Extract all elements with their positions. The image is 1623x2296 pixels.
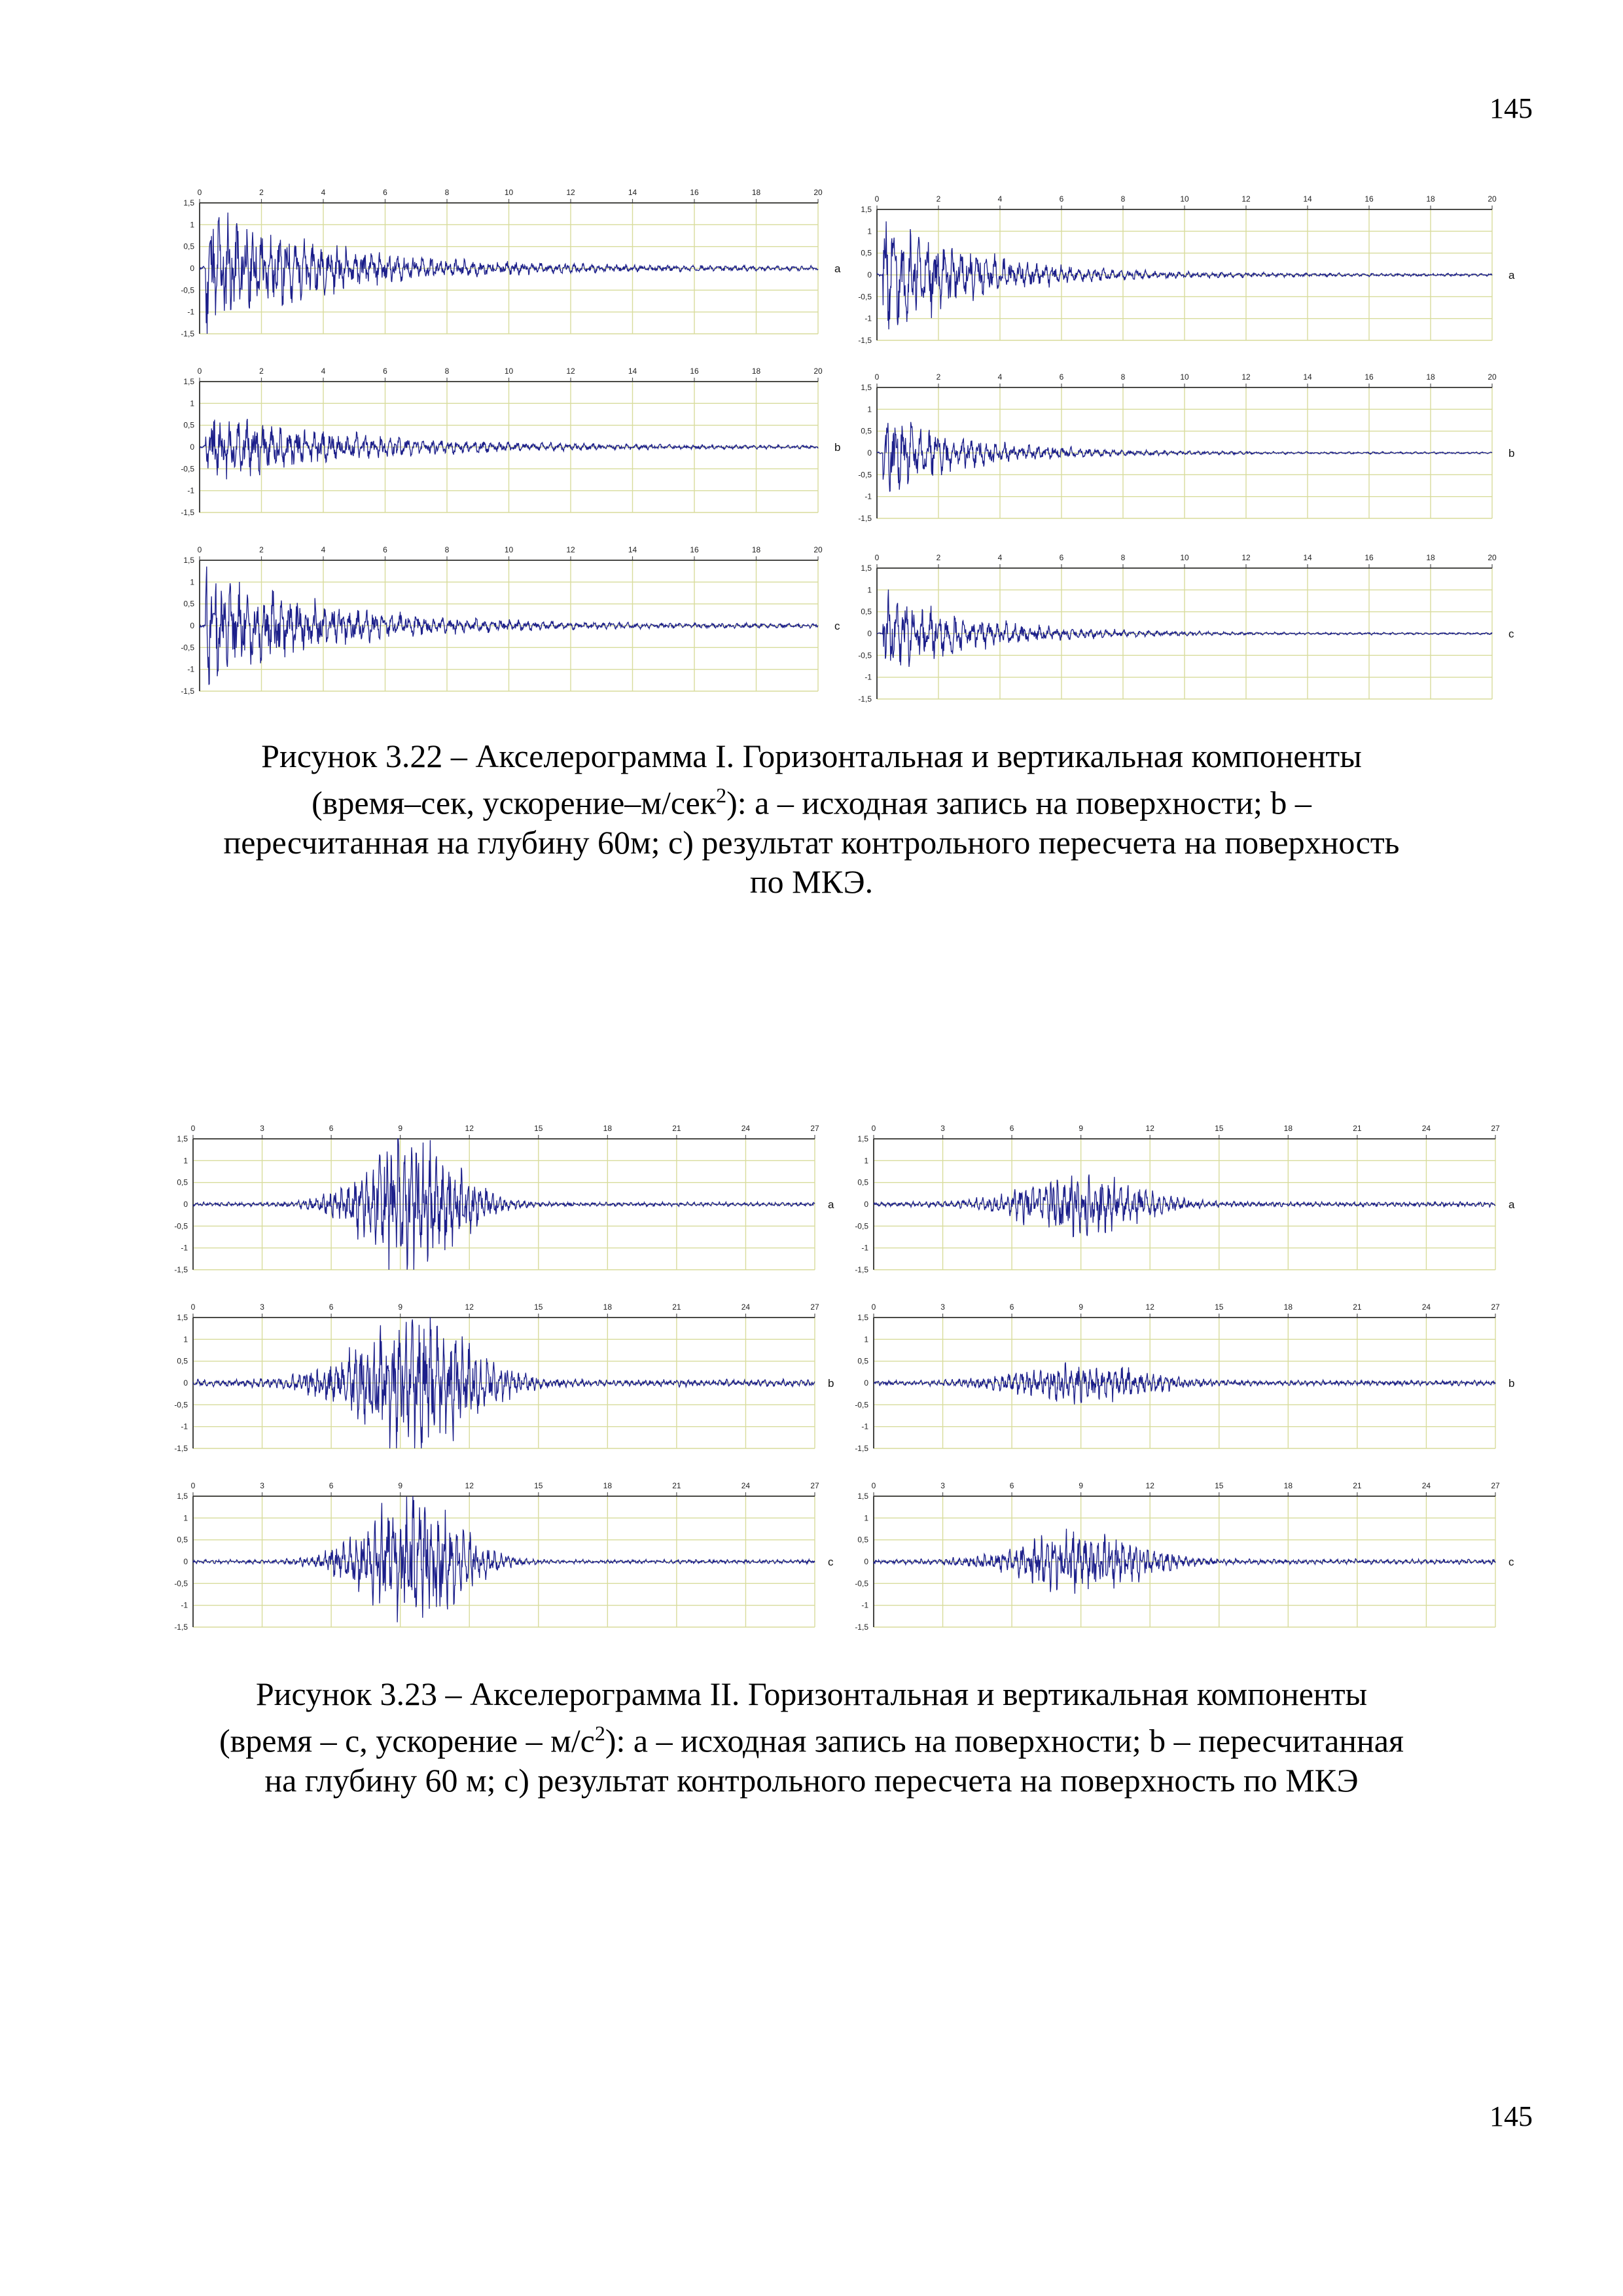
y-tick-label: -1 <box>861 1243 868 1253</box>
y-tick-label: -0,5 <box>181 464 194 474</box>
x-tick-label: 6 <box>383 188 387 197</box>
caption-line: Рисунок 3.22 – Акселерограмма I. Горизонтальная и вертикальная компоненты <box>261 738 1362 774</box>
accelerogram-panel-a <box>858 194 1515 345</box>
x-tick-label: 16 <box>690 188 699 197</box>
y-tick-label: -1,5 <box>855 1623 868 1632</box>
x-tick-label: 21 <box>672 1124 681 1133</box>
caption-line: (время – с, ускорение – м/с <box>219 1722 595 1759</box>
x-tick-label: 0 <box>197 545 202 554</box>
y-tick-label: 0,5 <box>177 1356 188 1366</box>
y-tick-label: 1,5 <box>861 564 872 573</box>
y-tick-label: 1 <box>190 399 194 408</box>
x-tick-label: 15 <box>534 1481 543 1490</box>
x-tick-label: 12 <box>566 188 575 197</box>
y-tick-label: -1,5 <box>174 1623 188 1632</box>
x-tick-label: 10 <box>504 188 514 197</box>
x-tick-label: 8 <box>1120 372 1126 382</box>
y-tick-label: 0 <box>190 621 194 630</box>
x-tick-label: 27 <box>1491 1302 1500 1312</box>
panel-label: a <box>834 262 841 275</box>
x-tick-label: 3 <box>940 1481 945 1490</box>
x-tick-label: 2 <box>936 553 941 562</box>
y-tick-label: 0 <box>183 1200 188 1209</box>
x-tick-label: 18 <box>603 1124 613 1133</box>
x-tick-label: 4 <box>997 372 1003 382</box>
y-tick-label: 0 <box>864 1557 868 1566</box>
x-tick-label: 27 <box>1491 1124 1500 1133</box>
x-tick-label: 12 <box>465 1124 474 1133</box>
y-tick-label: 1 <box>864 1513 868 1523</box>
page-number-top: 145 <box>1489 92 1533 124</box>
panel-label: c <box>828 1556 834 1568</box>
x-tick-label: 12 <box>566 367 575 376</box>
x-tick-label: 20 <box>1488 553 1497 562</box>
y-tick-label: -1 <box>861 1422 868 1431</box>
x-tick-label: 18 <box>1283 1481 1293 1490</box>
y-tick-label: -1,5 <box>858 336 872 345</box>
x-tick-label: 2 <box>259 545 264 554</box>
y-tick-label: 0,5 <box>183 599 194 609</box>
panel-label: a <box>1508 269 1515 281</box>
y-tick-label: -1 <box>865 314 872 323</box>
accelerogram-panel-c <box>858 553 1514 704</box>
y-tick-label: -0,5 <box>181 285 194 295</box>
y-tick-label: -0,5 <box>855 1221 868 1231</box>
caption-superscript: 2 <box>716 783 727 807</box>
accelerogram-panel-b <box>174 1302 834 1453</box>
x-tick-label: 4 <box>321 188 326 197</box>
x-tick-label: 0 <box>871 1302 876 1312</box>
caption-line: ): а – исходная запись на поверхности; b – <box>726 784 1311 821</box>
y-tick-label: -1 <box>865 492 872 501</box>
x-tick-label: 8 <box>444 545 450 554</box>
x-tick-label: 4 <box>321 367 326 376</box>
y-tick-label: 0 <box>867 629 872 638</box>
y-tick-label: 0 <box>867 270 872 279</box>
x-tick-label: 16 <box>1364 194 1374 204</box>
y-tick-label: 0 <box>864 1378 868 1388</box>
x-tick-label: 9 <box>1079 1124 1084 1133</box>
x-tick-label: 2 <box>936 194 941 204</box>
x-tick-label: 0 <box>874 553 880 562</box>
x-tick-label: 3 <box>260 1302 264 1312</box>
x-tick-label: 18 <box>751 545 761 554</box>
figure-3-23-charts <box>0 1100 1623 1643</box>
y-tick-label: 0,5 <box>857 1356 868 1366</box>
x-tick-label: 16 <box>1364 553 1374 562</box>
x-tick-label: 18 <box>1283 1124 1293 1133</box>
y-tick-label: 1 <box>183 1513 188 1523</box>
y-tick-label: -0,5 <box>858 651 872 660</box>
x-tick-label: 9 <box>398 1302 403 1312</box>
y-tick-label: 1 <box>867 585 872 595</box>
x-tick-label: 0 <box>871 1124 876 1133</box>
x-tick-label: 10 <box>1180 372 1189 382</box>
x-tick-label: 0 <box>874 372 880 382</box>
x-tick-label: 12 <box>1145 1124 1154 1133</box>
x-tick-label: 9 <box>398 1124 403 1133</box>
y-tick-label: 1 <box>867 226 872 236</box>
x-tick-label: 4 <box>997 194 1003 204</box>
panel-label: b <box>834 441 841 454</box>
x-tick-label: 14 <box>628 545 637 554</box>
y-tick-label: 0 <box>183 1378 188 1388</box>
y-tick-label: 1 <box>867 404 872 414</box>
x-tick-label: 18 <box>751 367 761 376</box>
y-tick-label: 1 <box>864 1156 868 1166</box>
y-tick-label: 1 <box>183 1156 188 1166</box>
y-tick-label: -1 <box>181 1243 188 1253</box>
y-tick-label: 0 <box>864 1200 868 1209</box>
x-tick-label: 18 <box>751 188 761 197</box>
caption-line: Рисунок 3.23 – Акселерограмма II. Горизонтальная и вертикальная компоненты <box>255 1676 1368 1712</box>
panel-label: c <box>1508 1556 1514 1568</box>
x-tick-label: 6 <box>383 545 387 554</box>
x-tick-label: 18 <box>603 1481 613 1490</box>
y-tick-label: -1,5 <box>174 1444 188 1453</box>
y-tick-label: 1,5 <box>861 383 872 392</box>
x-tick-label: 24 <box>1421 1124 1431 1133</box>
x-tick-label: 18 <box>603 1302 613 1312</box>
y-tick-label: 1,5 <box>857 1134 868 1143</box>
x-tick-label: 0 <box>190 1302 196 1312</box>
panel-label: a <box>1508 1198 1515 1211</box>
y-tick-label: -1,5 <box>855 1265 868 1274</box>
accelerogram-panel-b <box>858 372 1514 523</box>
y-tick-label: -1 <box>187 486 194 495</box>
x-tick-label: 15 <box>534 1302 543 1312</box>
x-tick-label: 6 <box>1009 1302 1014 1312</box>
x-tick-label: 27 <box>1491 1481 1500 1490</box>
x-tick-label: 4 <box>997 553 1003 562</box>
y-tick-label: 0,5 <box>861 607 872 617</box>
accelerogram-panel-b <box>855 1302 1514 1453</box>
y-tick-label: 0,5 <box>177 1535 188 1545</box>
x-tick-label: 6 <box>383 367 387 376</box>
x-tick-label: 14 <box>1303 194 1312 204</box>
x-tick-label: 12 <box>465 1302 474 1312</box>
y-tick-label: -0,5 <box>174 1579 188 1588</box>
y-tick-label: 0,5 <box>177 1177 188 1187</box>
x-tick-label: 12 <box>1241 372 1251 382</box>
y-tick-label: 1,5 <box>183 377 194 386</box>
y-tick-label: 1,5 <box>183 556 194 565</box>
x-tick-label: 15 <box>1215 1124 1224 1133</box>
x-tick-label: 10 <box>504 545 514 554</box>
x-tick-label: 6 <box>1009 1124 1014 1133</box>
y-tick-label: -1 <box>865 672 872 682</box>
x-tick-label: 20 <box>1488 194 1497 204</box>
y-tick-label: -0,5 <box>181 643 194 653</box>
y-tick-label: -1 <box>181 1600 188 1610</box>
y-tick-label: -0,5 <box>855 1579 868 1588</box>
accelerogram-panel-a <box>181 188 841 338</box>
y-tick-label: 0,5 <box>183 420 194 430</box>
y-tick-label: -0,5 <box>858 292 872 302</box>
y-tick-label: -0,5 <box>174 1400 188 1410</box>
accelerogram-panel-c <box>174 1481 834 1632</box>
x-tick-label: 0 <box>874 194 880 204</box>
y-tick-label: 1,5 <box>177 1313 188 1322</box>
x-tick-label: 9 <box>1079 1302 1084 1312</box>
x-tick-label: 21 <box>1353 1302 1362 1312</box>
x-tick-label: 21 <box>1353 1124 1362 1133</box>
x-tick-label: 9 <box>398 1481 403 1490</box>
y-tick-label: 1,5 <box>861 205 872 214</box>
x-tick-label: 24 <box>741 1124 751 1133</box>
panel-label: b <box>1508 1377 1515 1390</box>
x-tick-label: 18 <box>1426 194 1435 204</box>
x-tick-label: 14 <box>628 188 637 197</box>
accelerogram-panel-c <box>181 545 840 696</box>
x-tick-label: 16 <box>690 545 699 554</box>
y-tick-label: -1,5 <box>858 694 872 704</box>
x-tick-label: 27 <box>810 1481 819 1490</box>
y-tick-label: 0 <box>190 264 194 273</box>
y-tick-label: -1 <box>181 1422 188 1431</box>
y-tick-label: -1,5 <box>174 1265 188 1274</box>
x-tick-label: 0 <box>190 1481 196 1490</box>
y-tick-label: 1,5 <box>857 1492 868 1501</box>
accelerogram-panel-c <box>855 1481 1514 1632</box>
x-tick-label: 0 <box>871 1481 876 1490</box>
x-tick-label: 3 <box>940 1302 945 1312</box>
x-tick-label: 20 <box>1488 372 1497 382</box>
y-tick-label: 1,5 <box>857 1313 868 1322</box>
y-tick-label: 0,5 <box>857 1535 868 1545</box>
y-tick-label: 0 <box>867 448 872 457</box>
panel-label: a <box>828 1198 834 1211</box>
x-tick-label: 12 <box>1145 1481 1154 1490</box>
x-tick-label: 6 <box>1059 194 1064 204</box>
caption-superscript: 2 <box>594 1721 605 1745</box>
x-tick-label: 20 <box>813 188 823 197</box>
x-tick-label: 0 <box>197 367 202 376</box>
panel-label: b <box>828 1377 834 1390</box>
x-tick-label: 24 <box>1421 1481 1431 1490</box>
x-tick-label: 8 <box>1120 553 1126 562</box>
x-tick-label: 21 <box>1353 1481 1362 1490</box>
x-tick-label: 10 <box>1180 194 1189 204</box>
x-tick-label: 6 <box>329 1302 334 1312</box>
y-tick-label: 0,5 <box>861 426 872 436</box>
y-tick-label: 1,5 <box>183 198 194 207</box>
x-tick-label: 6 <box>329 1481 334 1490</box>
x-tick-label: 12 <box>566 545 575 554</box>
figure-3-22-charts <box>0 164 1623 707</box>
y-tick-label: 0,5 <box>857 1177 868 1187</box>
x-tick-label: 24 <box>1421 1302 1431 1312</box>
x-tick-label: 16 <box>1364 372 1374 382</box>
x-tick-label: 18 <box>1283 1302 1293 1312</box>
panel-label: b <box>1508 447 1515 459</box>
y-tick-label: 0 <box>190 442 194 452</box>
x-tick-label: 6 <box>1009 1481 1014 1490</box>
x-tick-label: 6 <box>1059 553 1064 562</box>
page-number-bottom: 145 <box>1489 2100 1533 2132</box>
caption-line: по МКЭ. <box>749 863 874 900</box>
x-tick-label: 2 <box>936 372 941 382</box>
x-tick-label: 10 <box>504 367 514 376</box>
y-tick-label: -1 <box>187 664 194 674</box>
x-tick-label: 6 <box>329 1124 334 1133</box>
figure-3-22-caption <box>131 736 1492 901</box>
x-tick-label: 4 <box>321 545 326 554</box>
x-tick-label: 10 <box>1180 553 1189 562</box>
x-tick-label: 2 <box>259 188 264 197</box>
x-tick-label: 8 <box>444 188 450 197</box>
y-tick-label: 0,5 <box>861 248 872 258</box>
x-tick-label: 14 <box>1303 553 1312 562</box>
x-tick-label: 14 <box>628 367 637 376</box>
figure-3-23-caption <box>131 1674 1492 1800</box>
caption-line: на глубину 60 м; c) результат контрольного пересчета на поверхность по МКЭ <box>264 1761 1359 1799</box>
x-tick-label: 14 <box>1303 372 1312 382</box>
x-tick-label: 27 <box>810 1124 819 1133</box>
y-tick-label: -1 <box>187 307 194 317</box>
y-tick-label: -0,5 <box>855 1400 868 1410</box>
y-tick-label: -1,5 <box>181 687 194 696</box>
acceleration-series <box>874 1175 1495 1237</box>
y-tick-label: -1 <box>861 1600 868 1610</box>
y-tick-label: 1 <box>190 577 194 587</box>
y-tick-label: -1,5 <box>858 514 872 523</box>
acceleration-series <box>193 1139 815 1270</box>
y-tick-label: 1,5 <box>177 1492 188 1501</box>
x-tick-label: 27 <box>810 1302 819 1312</box>
y-tick-label: 0 <box>183 1557 188 1566</box>
x-tick-label: 24 <box>741 1302 751 1312</box>
x-tick-label: 24 <box>741 1481 751 1490</box>
y-tick-label: 1 <box>183 1335 188 1344</box>
x-tick-label: 0 <box>197 188 202 197</box>
x-tick-label: 6 <box>1059 372 1064 382</box>
acceleration-series <box>193 1496 815 1623</box>
x-tick-label: 3 <box>940 1124 945 1133</box>
y-tick-label: -1,5 <box>181 329 194 338</box>
x-tick-label: 12 <box>465 1481 474 1490</box>
x-tick-label: 15 <box>1215 1481 1224 1490</box>
x-tick-label: 18 <box>1426 372 1435 382</box>
caption-line: пересчитанная на глубину 60м; c) результат контрольного пересчета на поверхность <box>223 823 1400 861</box>
x-tick-label: 15 <box>1215 1302 1224 1312</box>
accelerogram-panel-b <box>181 367 840 517</box>
panel-label: c <box>1508 628 1514 640</box>
x-tick-label: 3 <box>260 1124 264 1133</box>
y-tick-label: -0,5 <box>858 470 872 480</box>
caption-line: (время–сек, ускорение–м/сек <box>312 784 717 821</box>
x-tick-label: 20 <box>813 367 823 376</box>
x-tick-label: 16 <box>690 367 699 376</box>
caption-line: ): а – исходная запись на поверхности; b – пересчитанная <box>605 1722 1404 1759</box>
x-tick-label: 21 <box>672 1302 681 1312</box>
y-tick-label: 1,5 <box>177 1134 188 1143</box>
x-tick-label: 12 <box>1241 194 1251 204</box>
x-tick-label: 8 <box>1120 194 1126 204</box>
panel-label: c <box>834 620 840 632</box>
y-tick-label: -1,5 <box>181 508 194 517</box>
y-tick-label: 1 <box>190 220 194 230</box>
x-tick-label: 18 <box>1426 553 1435 562</box>
y-tick-label: -0,5 <box>174 1221 188 1231</box>
x-tick-label: 8 <box>444 367 450 376</box>
accelerogram-panel-a <box>855 1124 1515 1274</box>
x-tick-label: 0 <box>190 1124 196 1133</box>
x-tick-label: 15 <box>534 1124 543 1133</box>
x-tick-label: 3 <box>260 1481 264 1490</box>
x-tick-label: 9 <box>1079 1481 1084 1490</box>
x-tick-label: 20 <box>813 545 823 554</box>
accelerogram-panel-a <box>174 1124 834 1274</box>
y-tick-label: 0,5 <box>183 242 194 251</box>
x-tick-label: 2 <box>259 367 264 376</box>
x-tick-label: 12 <box>1241 553 1251 562</box>
y-tick-label: -1,5 <box>855 1444 868 1453</box>
x-tick-label: 21 <box>672 1481 681 1490</box>
y-tick-label: 1 <box>864 1335 868 1344</box>
x-tick-label: 12 <box>1145 1302 1154 1312</box>
